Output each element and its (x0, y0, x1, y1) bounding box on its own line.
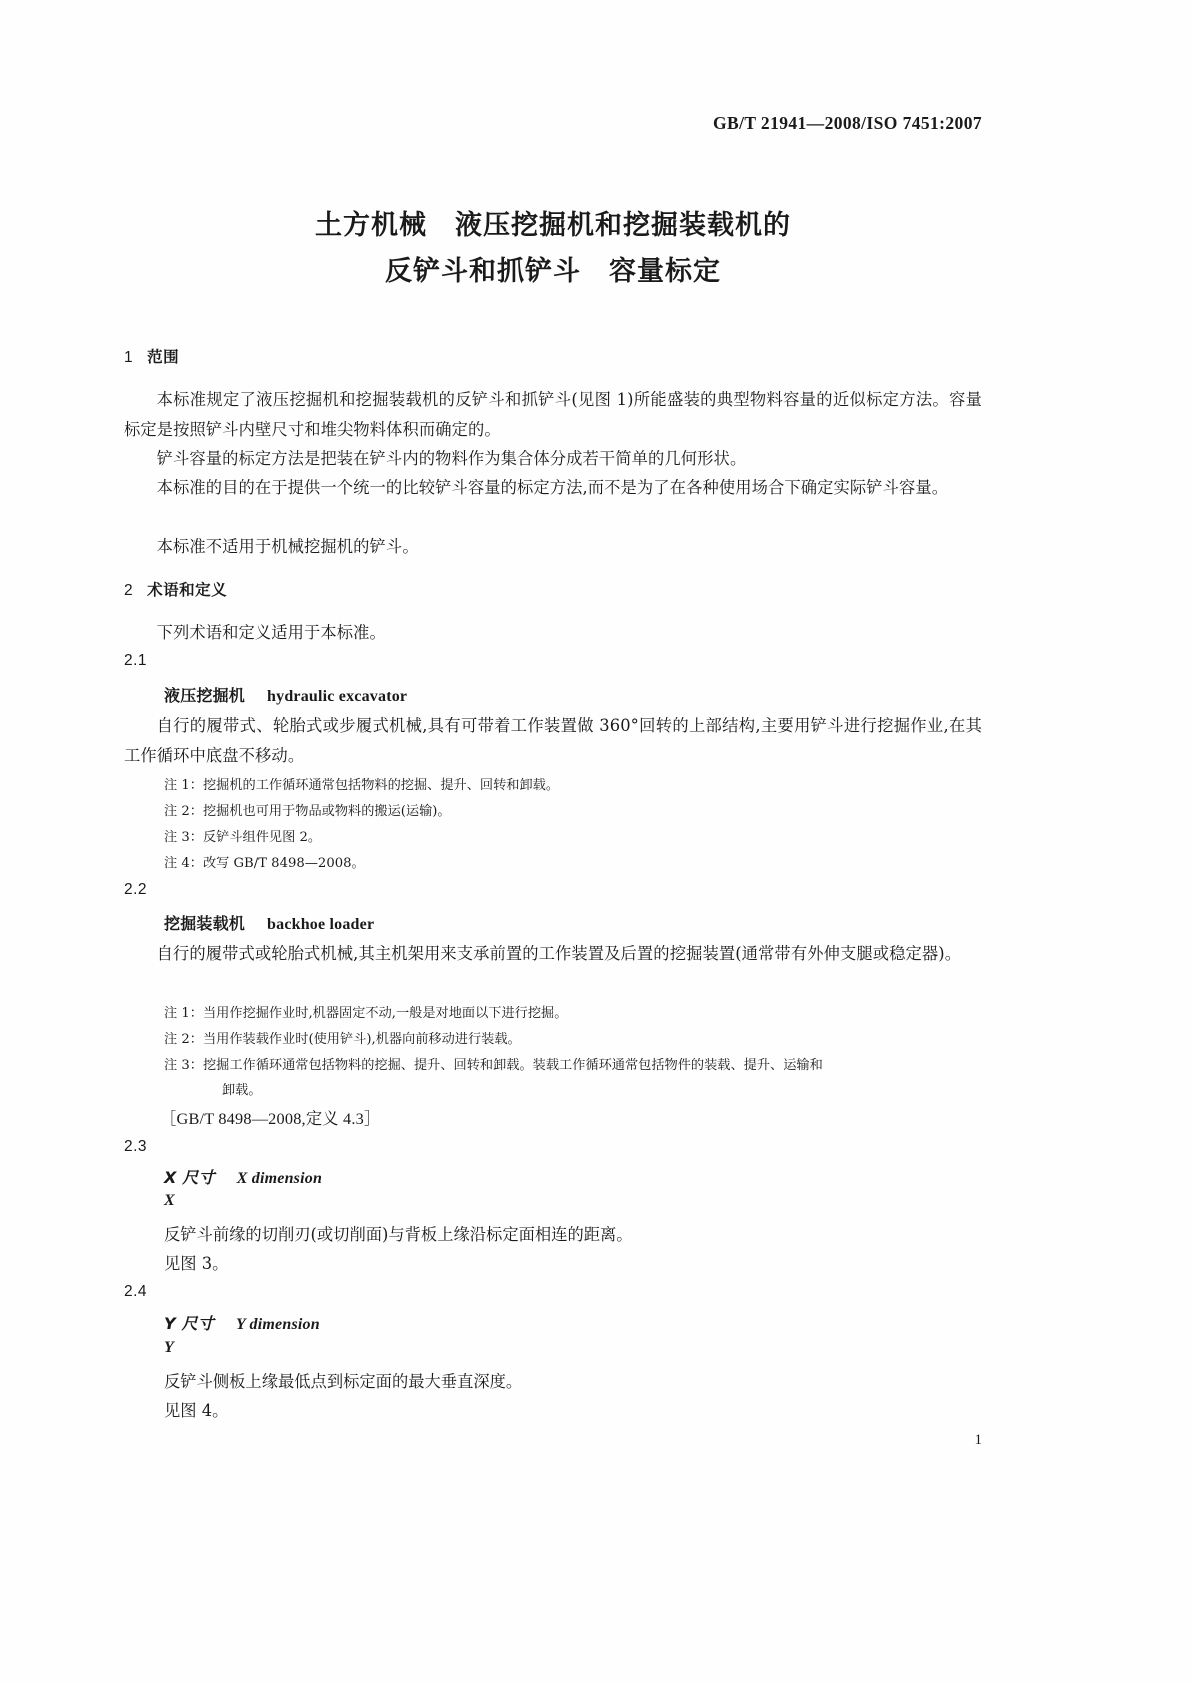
section-title-2: 术语和定义 (147, 581, 228, 599)
term-note-2-1-3: 注 3：反铲斗组件见图 2。 (164, 830, 322, 845)
term-definition-2-2: 自行的履带式或轮胎式机械,其主机架用来支承前置的工作装置及后置的挖掘装置(通常带有外伸支腿或稳定器)。 (156, 944, 962, 963)
term-number-2-1: 2.1 (124, 652, 148, 669)
term-en-2-2: backhoe loader (267, 916, 375, 933)
scope-paragraph-1: 本标准规定了液压挖掘机和挖掘装载机的反铲斗和抓铲斗(见图 1)所能盛装的典型物料容量的近似标定方法。容量标定是按照铲斗内壁尺寸和堆尖物料体积而确定的。 (124, 390, 982, 439)
section-title-1: 范围 (147, 348, 180, 366)
term-note-2-2-1: 注 1：当用作挖掘作业时,机器固定不动,一般是对地面以下进行挖掘。 (164, 1006, 568, 1021)
section-heading-terms (124, 578, 982, 600)
scope-paragraph-4: 本标准不适用于机械挖掘机的铲斗。 (156, 537, 419, 556)
term-cn-2-2: 挖掘装载机 (164, 914, 246, 933)
term-heading-2-1 (124, 683, 1022, 706)
term-note-2-1-2: 注 2：挖掘机也可用于物品或物料的搬运(运输)。 (164, 804, 451, 819)
term-note-2-2-2: 注 2：当用作装载作业时(使用铲斗),机器向前移动进行装载。 (164, 1032, 521, 1047)
term-figure-ref-2-4: 见图 4。 (164, 1401, 229, 1420)
term-cn-2-4: Y 尺寸 (164, 1314, 214, 1333)
term-note-2-1-1: 注 1：挖掘机的工作循环通常包括物料的挖掘、提升、回转和卸载。 (164, 778, 560, 793)
section-number-2: 2 (124, 582, 134, 599)
term-note-2-2-3 (124, 1053, 1022, 1103)
term-en-2-1: hydraulic excavator (267, 688, 408, 705)
term-number-2-4: 2.4 (124, 1283, 148, 1300)
section-heading-scope (124, 345, 982, 367)
term-number-2-3: 2.3 (124, 1138, 148, 1155)
term-figure-ref-2-3: 见图 3。 (164, 1254, 229, 1273)
page-title (124, 203, 982, 295)
scope-paragraph-3: 本标准的目的在于提供一个统一的比较铲斗容量的标定方法,而不是为了在各种使用场合下确定实际铲斗容量。 (156, 478, 949, 497)
term-note-2-1-4: 注 4：改写 GB/T 8498—2008。 (164, 856, 365, 871)
term-definition-2-3: 反铲斗前缘的切削刃(或切削面)与背板上缘沿标定面相连的距离。 (164, 1225, 633, 1244)
term-en-2-4: Y dimension (235, 1316, 320, 1333)
term-note-2-2-3-cont: 卸载。 (222, 1083, 262, 1098)
term-source-reference-2-2: ［GB/T 8498—2008,定义 4.3］ (160, 1109, 381, 1128)
term-heading-2-4 (124, 1311, 1022, 1334)
term-note-2-2-3-main: 注 3：挖掘工作循环通常包括物料的挖掘、提升、回转和卸载。装载工作循环通常包括物件的装载、提升、运输和 (164, 1058, 823, 1073)
term-symbol-2-3: X (164, 1192, 175, 1209)
title-line-1: 土方机械 液压挖掘机和挖掘装载机的 (315, 210, 791, 241)
title-line-2: 反铲斗和抓铲斗 容量标定 (385, 256, 721, 287)
page-number: 1 (974, 1432, 982, 1448)
term-cn-2-3: X 尺寸 (164, 1168, 215, 1187)
term-heading-2-2 (124, 911, 1022, 934)
scope-paragraph-2: 铲斗容量的标定方法是把装在铲斗内的物料作为集合体分成若干简单的几何形状。 (156, 449, 747, 468)
section-number-1: 1 (124, 349, 134, 366)
term-symbol-2-4: Y (164, 1339, 174, 1356)
term-definition-2-4: 反铲斗侧板上缘最低点到标定面的最大垂直深度。 (164, 1372, 523, 1391)
term-cn-2-1: 液压挖掘机 (164, 686, 246, 705)
term-heading-2-3 (124, 1165, 1022, 1188)
term-number-2-2: 2.2 (124, 881, 148, 898)
terms-intro-paragraph: 下列术语和定义适用于本标准。 (156, 623, 386, 642)
running-head-standard-ref: GB/T 21941—2008/ISO 7451:2007 (713, 113, 982, 133)
term-definition-2-1: 自行的履带式、轮胎式或步履式机械,具有可带着工作装置做 360°回转的上部结构,主要用铲斗进行挖掘作业,在其工作循环中底盘不移动。 (124, 716, 982, 765)
term-en-2-3: X dimension (236, 1170, 323, 1187)
page-content (124, 0, 982, 1684)
